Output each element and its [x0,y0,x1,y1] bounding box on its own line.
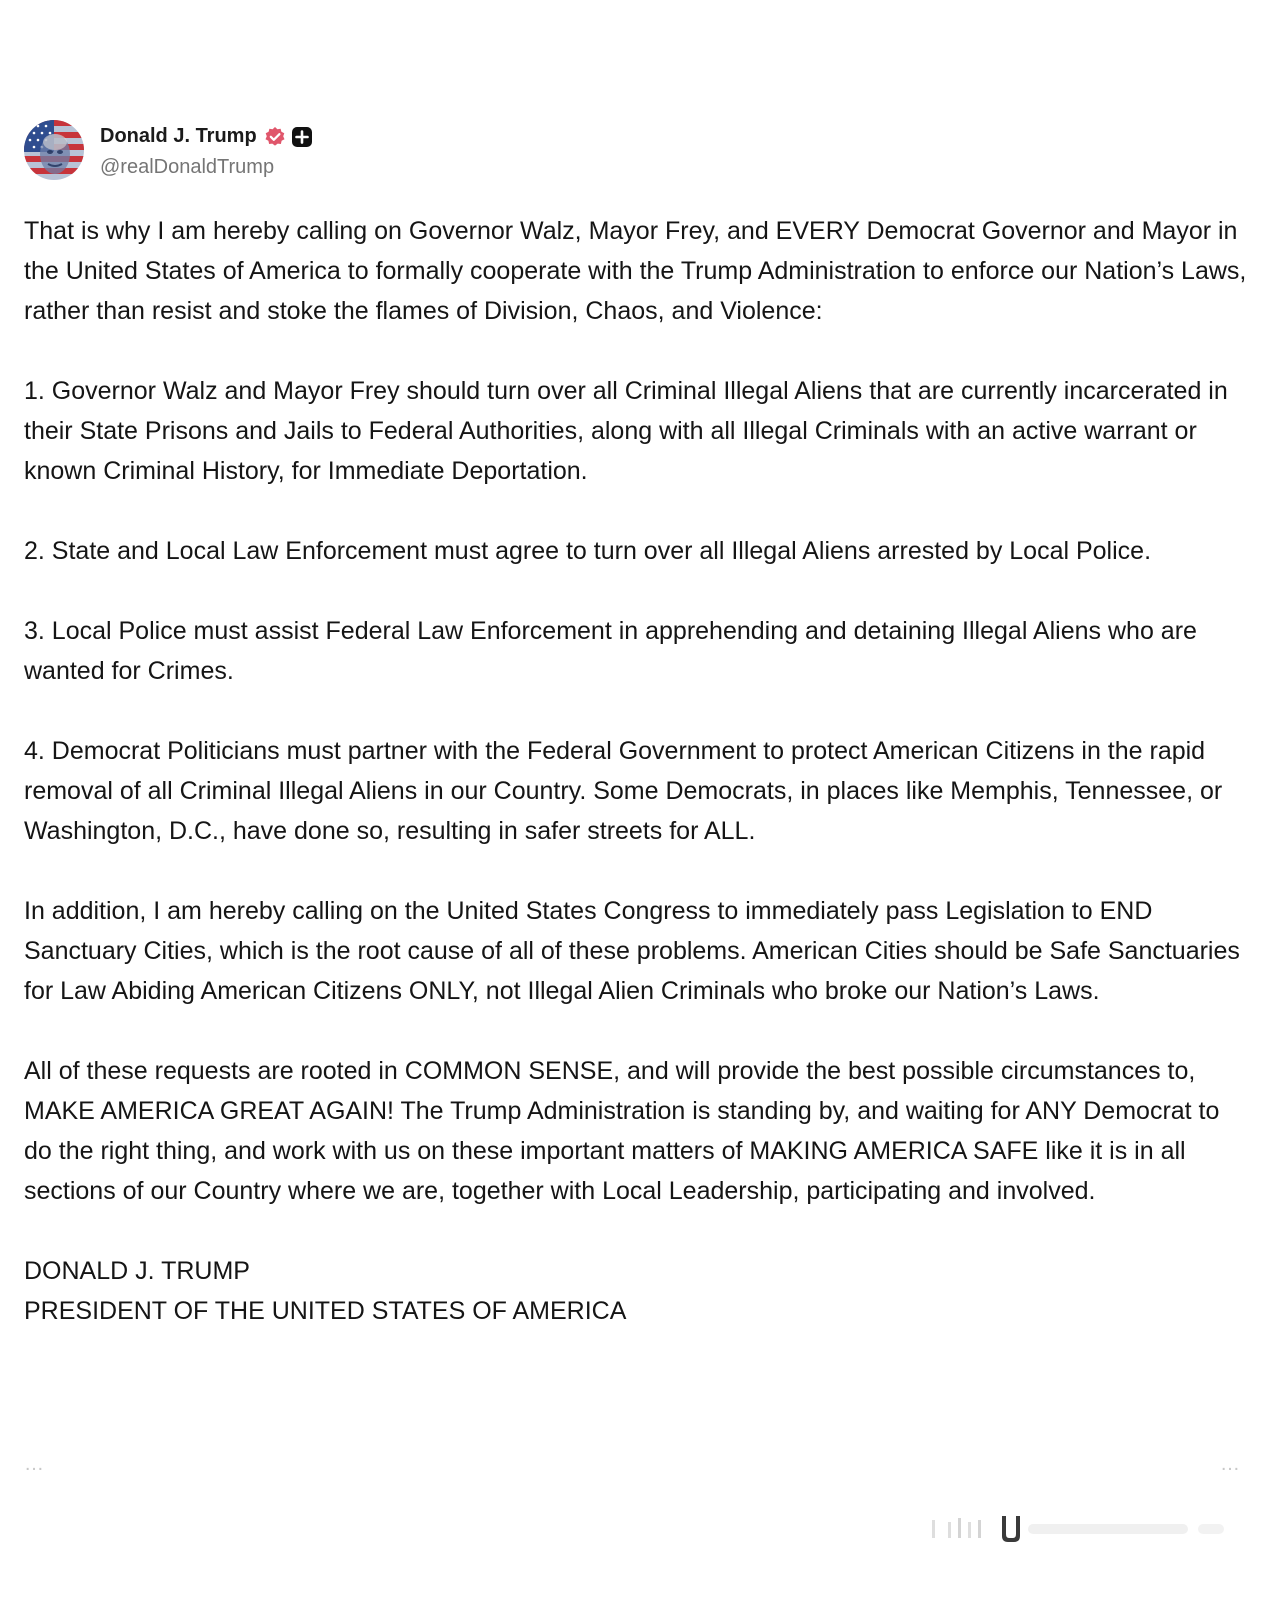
paragraph-closing: All of these requests are rooted in COMMON SENSE, and will provide the best possible circumstances to, MAKE AMERICA GREAT AGAIN! The Trump Administration is standing by, and waiting for ANY Democrat to do the right thing, and work with us on these important matters of MAKING AMERICA SAFE like it is in all sections of our Country where we are, together with Local Leadership, participating and involved. [24,1057,1220,1205]
author-identity [100,122,313,179]
paragraph-item-4: 4. Democrat Politicians must partner with the Federal Government to protect American Citizens in the rapid removal of all Criminal Illegal Aliens in our Country. Some Democrats, in places like Memphis, Tennessee, or Washington, D.C., have done so, resulting in safer streets for ALL. [24,737,1223,845]
paragraph-congress: In addition, I am hereby calling on the United States Congress to immediately pass Legislation to END Sanctuary Cities, which is the root cause of all of these problems. American Cities should be Safe Sanctuaries for Law Abiding American Citizens ONLY, not Illegal Alien Criminals who broke our Nation’s Laws. [24,897,1240,1005]
cropped-footer-meta [24,1462,1240,1476]
cropped-footer-left: … [24,1462,44,1475]
paragraph-item-2: 2. State and Local Law Enforcement must agree to turn over all Illegal Aliens arrested by Local Police. [24,537,1152,565]
post-body [24,211,1254,1331]
author-display-name[interactable]: Donald J. Trump [100,125,257,147]
verified-badge-icon [264,126,286,148]
avatar-flag-portrait-icon [24,120,84,180]
paragraph-intro: That is why I am hereby calling on Governor Walz, Mayor Frey, and EVERY Democrat Governor and Mayor in the United States of America to formally cooperate with the Trump Administration to enforce our Nation’s Laws, rather than resist and stoke the flames of Division, Chaos, and Violence: [24,217,1247,325]
author-handle[interactable]: @realDonaldTrump [100,155,275,178]
cropped-footer-right: … [1220,1462,1240,1475]
avatar[interactable] [24,120,84,180]
name-row [100,122,313,152]
watermark-logo [928,1514,1228,1544]
paragraph-item-3: 3. Local Police must assist Federal Law Enforcement in apprehending and detaining Illegal Aliens who are wanted for Crimes. [24,617,1197,685]
signature-name: DONALD J. TRUMP [24,1257,250,1285]
plus-square-icon[interactable] [291,126,313,148]
post-header [24,118,313,182]
paragraph-item-1: 1. Governor Walz and Mayor Frey should turn over all Criminal Illegal Aliens that are currently incarcerated in their State Prisons and Jails to Federal Authorities, along with all Illegal Criminals with an active warrant or known Criminal History, for Immediate Deportation. [24,377,1228,485]
signature-title: PRESIDENT OF THE UNITED STATES OF AMERICA [24,1297,627,1325]
